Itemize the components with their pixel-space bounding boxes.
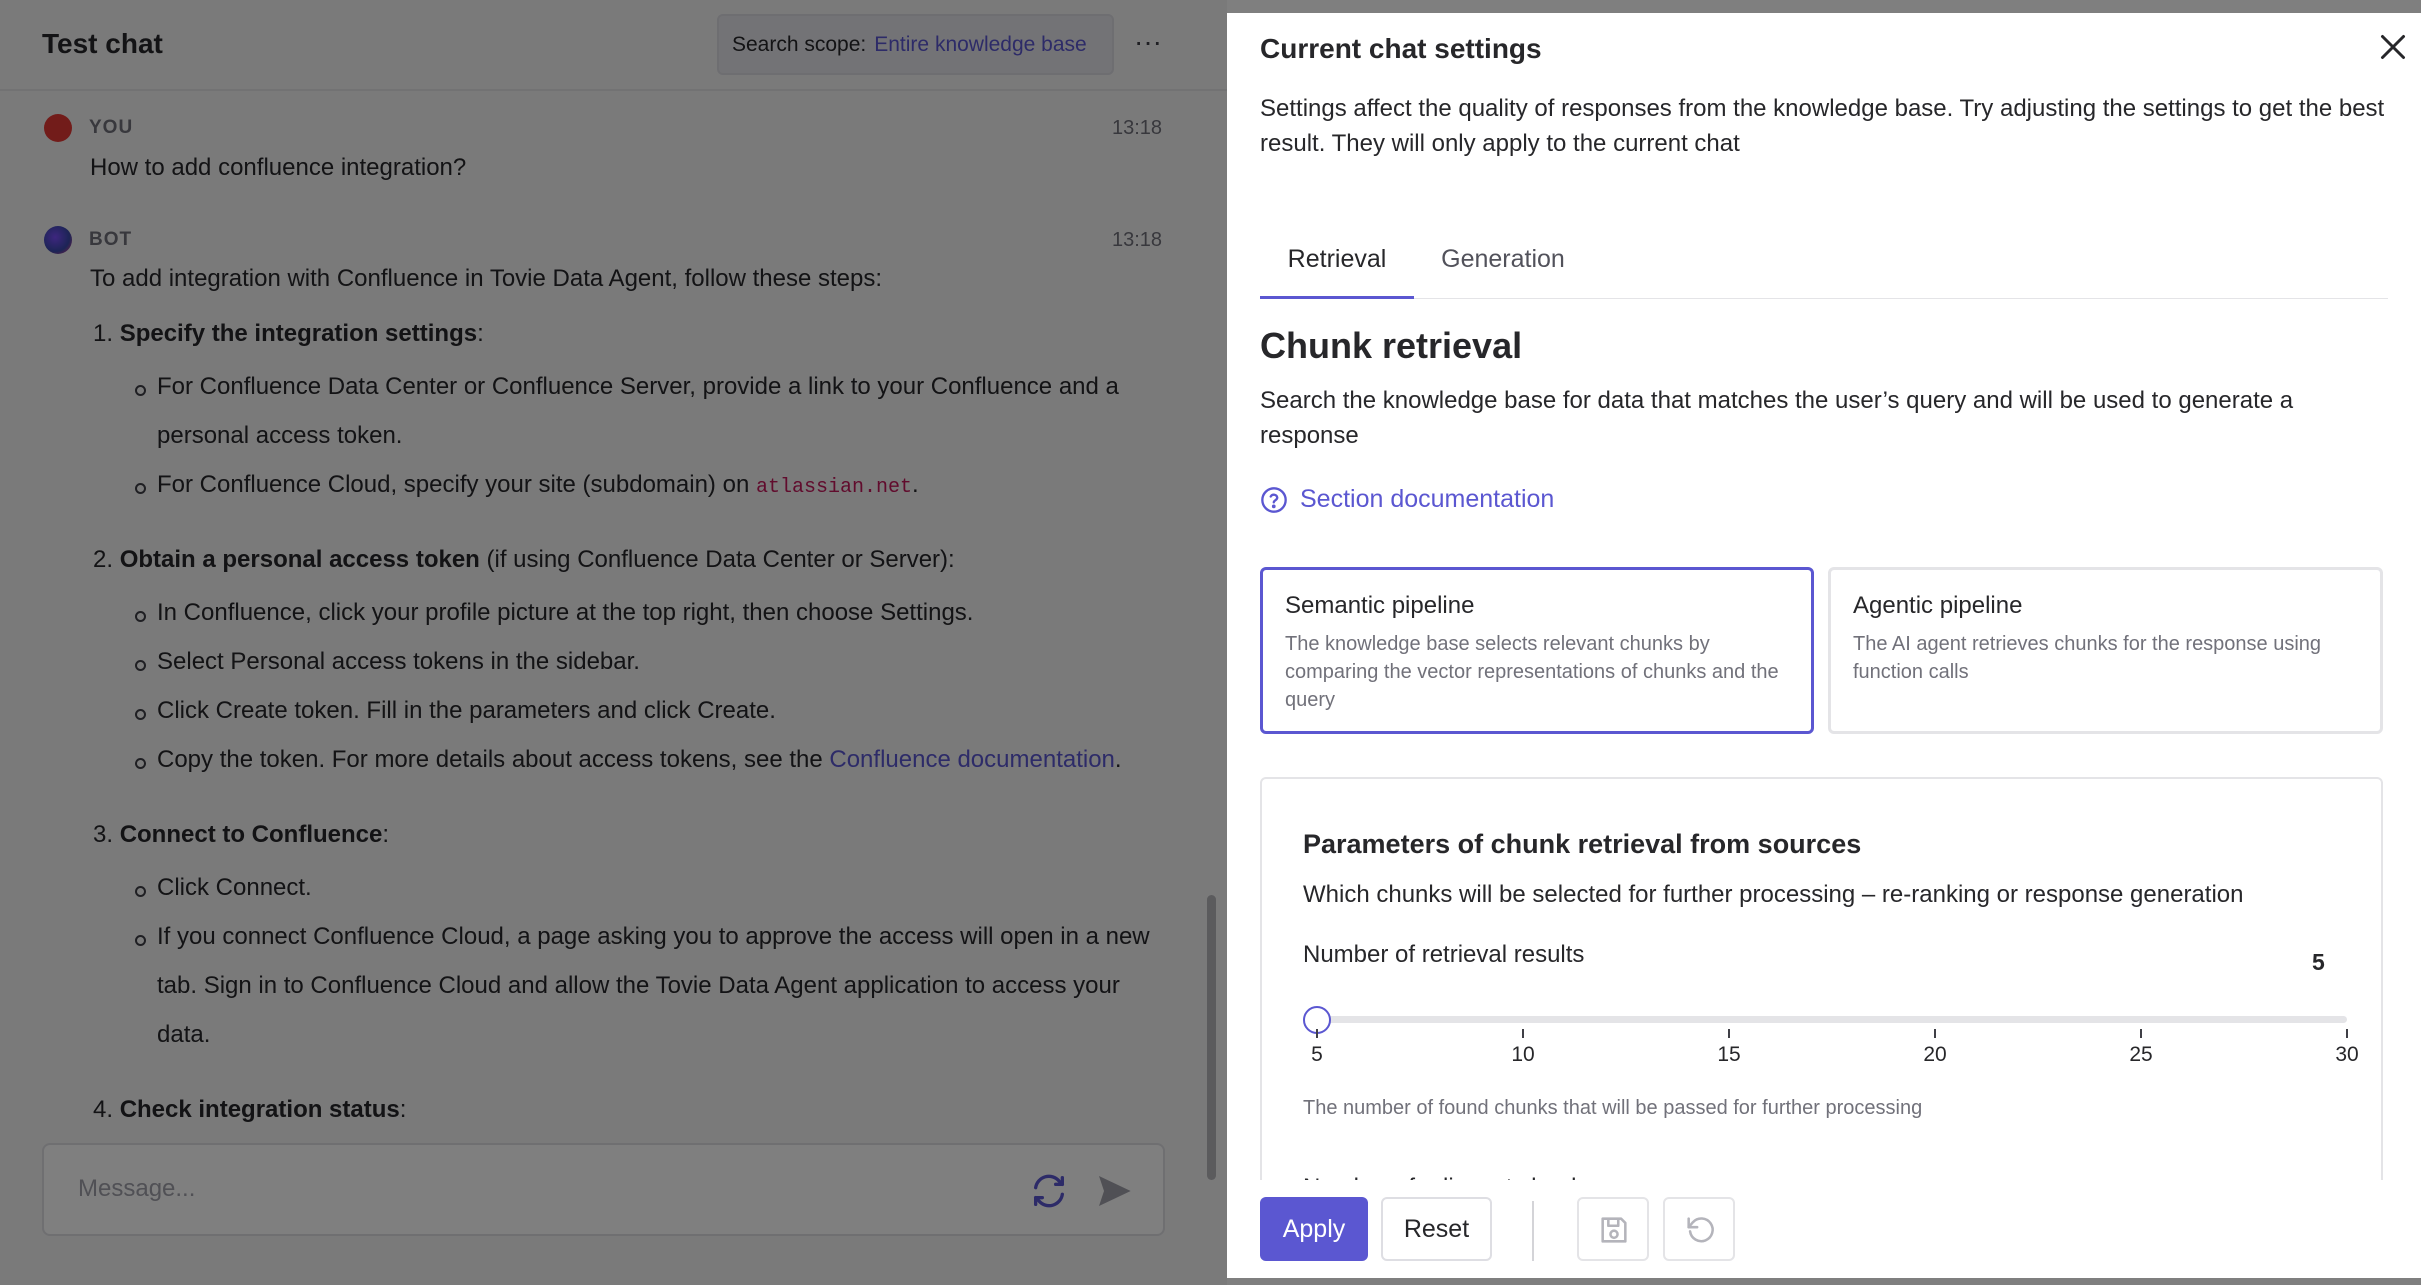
slider-tick-label: 10 [1511,1043,1535,1066]
close-icon[interactable] [2375,29,2411,65]
slider-tick-label: 30 [2335,1043,2359,1066]
pipeline-title: Agentic pipeline [1853,592,2023,619]
pipeline-description: The AI agent retrieves chunks for the response using function calls [1853,633,2322,683]
slider-tick-label: 20 [1923,1043,1947,1066]
slider-tick-label: 25 [2129,1043,2153,1066]
panel-footer [1227,1180,2421,1278]
retrieval-results-label: Number of retrieval results [1303,941,1585,968]
section-documentation-label: Section documentation [1300,485,1555,513]
panel-description: Settings affect the quality of responses from the knowledge base. Try adjusting the settings to get the best result. They will only apply to the current chat [1260,95,2385,157]
parameters-title: Parameters of chunk retrieval from sources [1303,829,1862,859]
chat-settings-panel [1227,13,2421,1278]
save-preset-button[interactable] [1577,1197,1649,1261]
slider-tick [1728,1029,1730,1038]
section-description: Search the knowledge base for data that matches the user’s query and will be used to generate a response [1260,387,2294,449]
slider-tick [1934,1029,1936,1038]
slider-tick [1522,1029,1524,1038]
undo-button[interactable] [1663,1197,1735,1261]
slider-tick [1316,1029,1318,1038]
undo-icon [1683,1213,1717,1247]
help-circle-icon [1260,486,1288,514]
retrieval-results-value: 5 [2312,949,2325,975]
semantic-pipeline-option[interactable] [1260,567,1814,734]
tab-generation[interactable]: Generation [1441,245,1565,273]
slider-tick-label: 5 [1311,1043,1323,1066]
retrieval-results-help: The number of found chunks that will be passed for further processing [1303,1097,1923,1119]
settings-tabs [1260,225,2388,299]
pipeline-description: The knowledge base selects relevant chunks by comparing the vector representations of chunks and the query [1285,633,1779,711]
slider-tick [2140,1029,2142,1038]
slider-tick-label: 15 [1717,1043,1741,1066]
panel-title: Current chat settings [1260,33,1542,64]
save-icon [1597,1213,1631,1247]
apply-button[interactable]: Apply [1260,1197,1368,1261]
footer-divider [1532,1201,1534,1261]
retrieval-results-slider-track[interactable] [1317,1016,2347,1023]
reset-button[interactable]: Reset [1381,1197,1492,1261]
section-documentation-link[interactable] [1260,485,1554,514]
slider-tick [2346,1029,2348,1038]
pipeline-title: Semantic pipeline [1285,592,1475,619]
parameters-description: Which chunks will be selected for further processing – re-ranking or response generation [1303,881,2244,908]
tab-retrieval[interactable]: Retrieval [1260,225,1414,299]
agentic-pipeline-option[interactable] [1828,567,2383,734]
section-title: Chunk retrieval [1260,325,1523,366]
